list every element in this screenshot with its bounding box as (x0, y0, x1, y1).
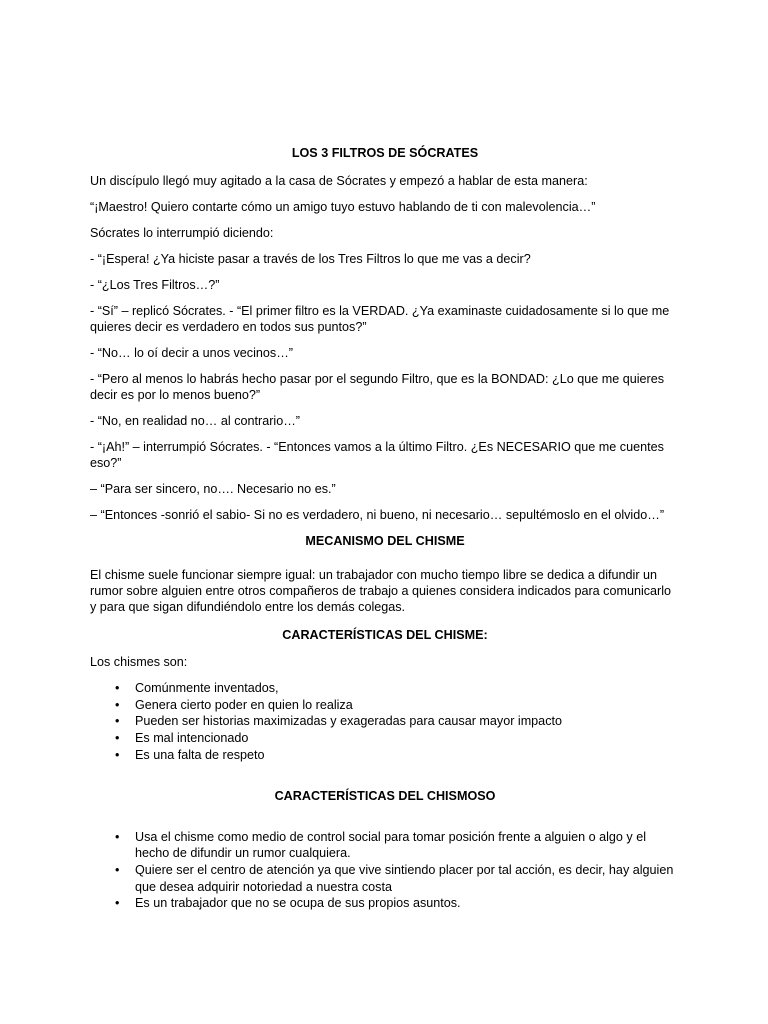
bullet-list-chisme (90, 680, 680, 764)
list-item-text: Quiere ser el centro de atención ya que vive sintiendo placer por tal acción, es decir, hay alguien que desea adquirir notoriedad a nuestra costa (135, 862, 674, 894)
list-item (90, 713, 680, 730)
list-item (90, 895, 680, 912)
paragraph-chismes-intro: Los chismes son: (90, 655, 188, 669)
bullet-icon: • (115, 714, 120, 729)
list-item-text: Es un trabajador que no se ocupa de sus propios asuntos. (135, 896, 461, 911)
paragraph-dialogue: Sócrates lo interrumpió diciendo: (90, 226, 274, 240)
list-item (90, 730, 680, 747)
paragraph-dialogue: - “¡Espera! ¿Ya hiciste pasar a través de los Tres Filtros lo que me vas a decir? (90, 252, 531, 266)
paragraph-dialogue: – “Para ser sincero, no…. Necesario no es.” (90, 482, 336, 496)
bullet-icon: • (115, 681, 120, 695)
bullet-icon: • (115, 896, 120, 911)
bullet-icon: • (115, 697, 120, 712)
paragraph-intro: Un discípulo llegó muy agitado a la casa de Sócrates y empezó a hablar de esta manera: (90, 174, 588, 188)
list-item-text: Es una falta de respeto (135, 747, 265, 762)
paragraph-dialogue: – “Entonces -sonrió el sabio- Si no es verdadero, ni bueno, ni necesario… sepultémoslo en el olvido…” (90, 508, 665, 522)
list-item-text: Genera cierto poder en quien lo realiza (135, 697, 353, 712)
paragraph-dialogue: - “Pero al menos lo habrás hecho pasar por el segundo Filtro, que es la BONDAD: ¿Lo que me quieres decir es por lo menos bueno?” (90, 372, 665, 402)
paragraph-mecanismo: El chisme suele funcionar siempre igual: un trabajador con mucho tiempo libre se dedica a difundir un rumor sobre alguien entre otros compañeros de trabajo a quienes considera indicados para comunicarlo y para que sigan difundiéndolo entre los demás colegas. (90, 568, 672, 614)
section-heading-caracteristicas-chismoso: CARACTERÍSTICAS DEL CHISMOSO (274, 788, 496, 803)
list-item-text: Usa el chisme como medio de control social para tomar posición frente a alguien o algo y el hecho de difundir un rumor cualquiera. (135, 829, 647, 861)
list-item-text: Pueden ser historias maximizadas y exageradas para causar mayor impacto (135, 714, 562, 729)
list-item (90, 747, 680, 764)
list-item-text: Es mal intencionado (135, 731, 249, 746)
paragraph-dialogue: - “Sí” – replicó Sócrates. - “El primer filtro es la VERDAD. ¿Ya examinaste cuidadosamente si lo que me quieres decir es verdadero en todos sus puntos?” (90, 304, 670, 334)
section-heading-caracteristicas-chisme: CARACTERÍSTICAS DEL CHISME: (282, 628, 488, 642)
paragraph-dialogue: - “¡Ah!” – interrumpió Sócrates. - “Entonces vamos a la último Filtro. ¿Es NECESARIO que me cuentes eso?” (90, 440, 664, 470)
document-content (90, 145, 680, 912)
bullet-icon: • (115, 731, 120, 746)
list-item (90, 829, 680, 862)
paragraph-dialogue: - “No, en realidad no… al contrario…” (90, 414, 300, 428)
list-item-text: Comúnmente inventados, (135, 681, 279, 695)
section-heading-mecanismo: MECANISMO DEL CHISME (305, 534, 465, 548)
list-item (90, 680, 680, 697)
paragraph-dialogue: - “¿Los Tres Filtros…?” (90, 278, 220, 292)
bullet-list-chismoso (90, 829, 680, 913)
bullet-icon: • (115, 862, 120, 877)
list-item (90, 697, 680, 714)
bullet-icon: • (115, 747, 120, 762)
document-title: LOS 3 FILTROS DE SÓCRATES (291, 146, 479, 160)
paragraph-dialogue: - “No… lo oí decir a unos vecinos…” (90, 346, 293, 360)
list-item (90, 862, 680, 895)
bullet-icon: • (115, 829, 120, 844)
paragraph-dialogue: “¡Maestro! Quiero contarte cómo un amigo tuyo estuvo hablando de ti con malevolencia…” (90, 200, 596, 214)
